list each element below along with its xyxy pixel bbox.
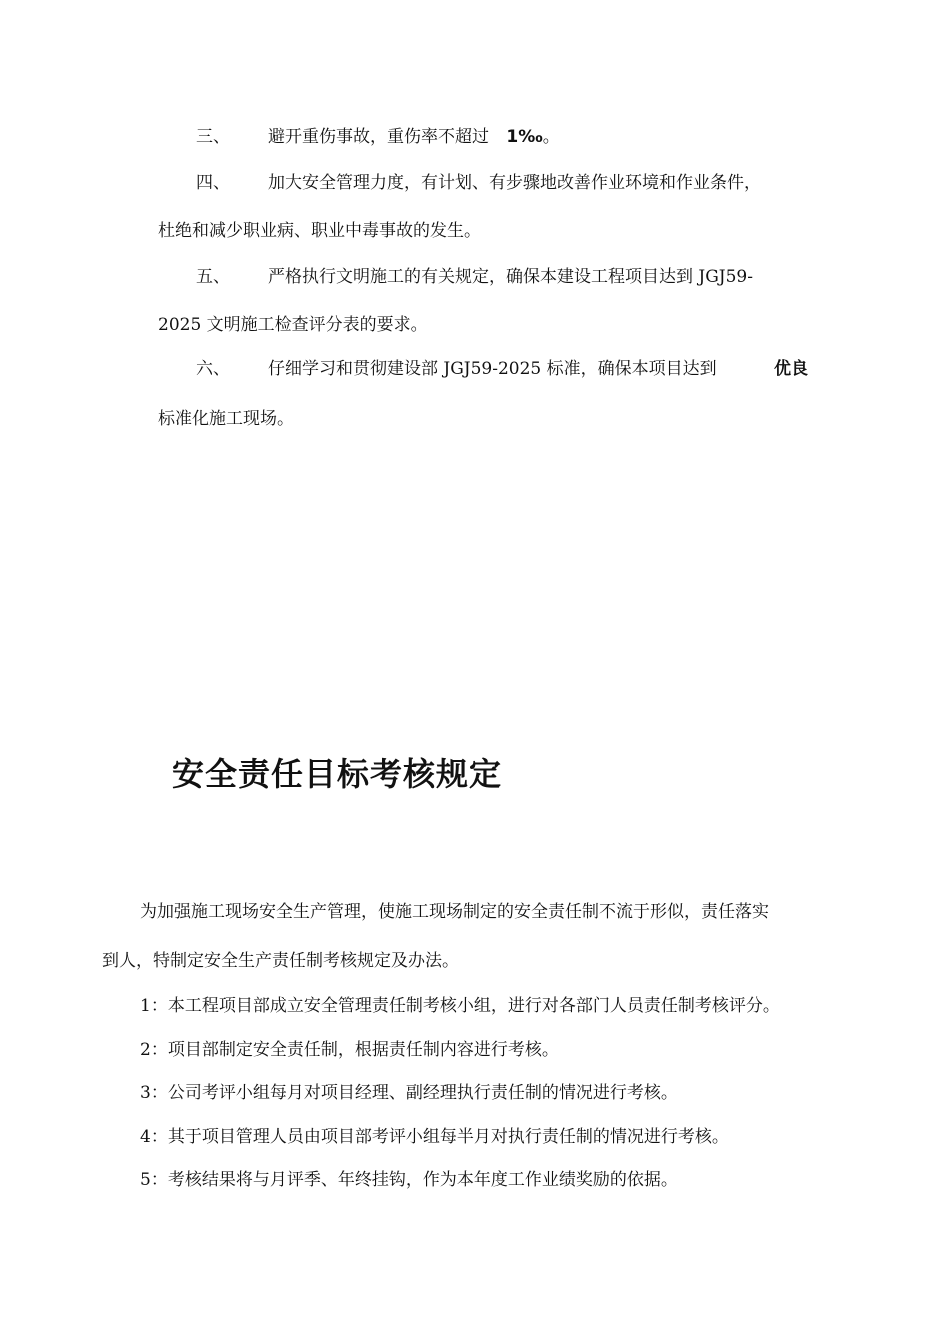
item-4-line1: 加大安全管理力度，有计划、有步骤地改善作业环境和作业条件， (268, 173, 761, 193)
rule-item (140, 1039, 559, 1061)
rule-item (140, 1082, 678, 1104)
rule-text: 公司考评小组每月对项目经理、副经理执行责任制的情况进行考核。 (167, 1083, 678, 1103)
rule-text: 考核结果将与月评季、年终挂钩，作为本年度工作业绩奖励的依据。 (167, 1170, 678, 1190)
item-6-line1: 仔细学习和贯彻建设部 JGJ59-2025 标准，确保本项目达到 (268, 359, 717, 379)
rule-number: 1： (140, 996, 168, 1016)
rule-item (140, 995, 780, 1017)
item-4-marker: 四、 (196, 173, 230, 193)
item-3-body: 避开重伤事故，重伤率不超过 (268, 127, 489, 147)
item-5-line1: 严格执行文明施工的有关规定，确保本建设工程项目达到 JGJ59- (268, 267, 753, 287)
rule-number: 2： (140, 1040, 168, 1060)
rule-number: 5： (140, 1170, 168, 1190)
item-3-end: 。 (542, 127, 560, 147)
section-title: 安全责任目标考核规定 (172, 755, 503, 793)
item-6-emphasis: 优良 (774, 359, 808, 379)
rule-number: 3： (140, 1083, 168, 1103)
intro-line2: 到人，特制定安全生产责任制考核规定及办法。 (102, 951, 459, 971)
item-6-line2: 标准化施工现场。 (158, 409, 294, 429)
rule-item (140, 1169, 678, 1191)
rule-number: 4： (140, 1127, 168, 1147)
rule-text: 其于项目管理人员由项目部考评小组每半月对执行责任制的情况进行考核。 (167, 1127, 729, 1147)
item-3-text (268, 126, 560, 148)
item-5-marker: 五、 (196, 267, 230, 287)
item-6-marker: 六、 (196, 359, 230, 379)
item-5-line2: 2025 文明施工检查评分表的要求。 (158, 315, 428, 335)
item-4-line2: 杜绝和减少职业病、职业中毒事故的发生。 (158, 221, 481, 241)
item-3-rate: 1‰ (506, 127, 543, 147)
rule-text: 项目部制定安全责任制，根据责任制内容进行考核。 (167, 1040, 559, 1060)
rule-text: 本工程项目部成立安全管理责任制考核小组，进行对各部门人员责任制考核评分。 (167, 996, 780, 1016)
intro-line1: 为加强施工现场安全生产管理，使施工现场制定的安全责任制不流于形似，责任落实 (140, 902, 769, 922)
rule-item (140, 1126, 729, 1148)
item-3-marker: 三、 (196, 127, 230, 147)
